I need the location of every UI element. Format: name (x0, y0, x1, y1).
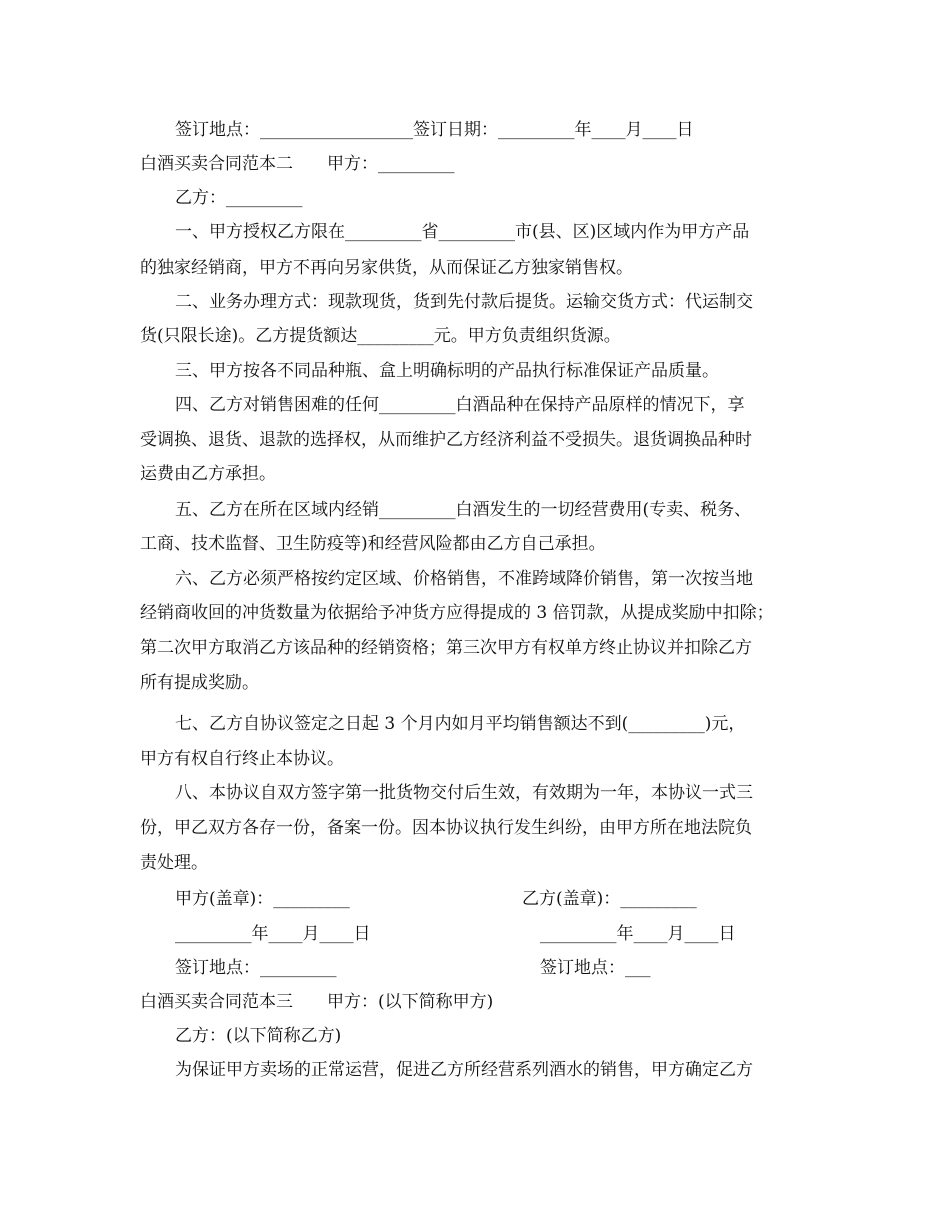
party-a-sign-place: 签订地点：_________ (175, 958, 337, 978)
clause-6-line-3: 第二次甲方取消乙方该品种的经销资格；第三次甲方有权单方终止协议并扣除乙方 (140, 638, 752, 658)
clause-2-line-2: 货(只限长途)。乙方提货额达_________元。甲方负责组织货源。 (140, 326, 621, 346)
clause-8-line-1: 八、本协议自双方签字第一批货物交付后生效，有效期为一年，本协议一式三 (175, 783, 753, 803)
clause-8-line-3: 责处理。 (140, 853, 208, 873)
preamble-line: 为保证甲方卖场的正常运营，促进乙方所经营系列酒水的销售，甲方确定乙方 (175, 1060, 753, 1080)
party-b-date: _________年____月____日 (540, 924, 736, 944)
clause-6-line-1: 六、乙方必须严格按约定区域、价格销售，不准跨域降价销售，第一次按当地 (175, 569, 753, 589)
clause-6-line-2: 经销商收回的冲货数量为依据给予冲货方应得提成的 3 倍罚款，从提成奖励中扣除； (140, 603, 774, 623)
clause-4-line-3: 运费由乙方承担。 (140, 464, 276, 484)
clause-1-line-2: 的独家经销商，甲方不再向另家供货，从而保证乙方独家销售权。 (140, 258, 633, 278)
party-b-alias-line: 乙方：(以下简称乙方) (175, 1026, 342, 1046)
clause-6-line-4: 所有提成奖励。 (140, 673, 259, 693)
section-title-sample-two: 白酒买卖合同范本二 甲方：_________ (140, 154, 455, 174)
clause-5-line-2: 工商、技术监督、卫生防疫等)和经营风险都由乙方自己承担。 (140, 534, 606, 554)
clause-2-line-1: 二、业务办理方式：现款现货，货到先付款后提货。运输交货方式：代运制交 (175, 292, 753, 312)
clause-7-line-1: 七、乙方自协议签定之日起 3 个月内如月平均销售额达不到(_________)元， (175, 714, 746, 734)
party-a-seal: 甲方(盖章)：_________ (175, 889, 350, 909)
clause-3-line: 三、甲方按各不同品种瓶、盒上明确标明的产品执行标准保证产品质量。 (175, 361, 719, 381)
clause-4-line-2: 受调换、退货、退款的选择权，从而维护乙方经济利益不受损失。退货调换品种时 (140, 430, 752, 450)
clause-7-line-2: 甲方有权自行终止本协议。 (140, 749, 344, 769)
sign-place-date-line: 签订地点：__________________签订日期：_________年____月____日 (175, 120, 694, 140)
section-title-sample-three: 白酒买卖合同范本三 甲方：(以下简称甲方) (140, 992, 494, 1012)
party-a-date: _________年____月____日 (175, 924, 371, 944)
party-b-seal: 乙方(盖章)：_________ (522, 889, 697, 909)
party-b-line: 乙方：_________ (175, 188, 303, 208)
clause-1-line-1: 一、甲方授权乙方限在_________省_________市(县、区)区域内作为甲方产品 (175, 222, 750, 242)
clause-4-line-1: 四、乙方对销售困难的任何_________白酒品种在保持产品原样的情况下，享 (175, 395, 745, 415)
party-b-sign-place: 签订地点：___ (540, 958, 651, 978)
clause-5-line-1: 五、乙方在所在区域内经销_________白酒发生的一切经营费用(专卖、税务、 (175, 500, 752, 520)
clause-8-line-2: 份，甲乙双方各存一份，备案一份。因本协议执行发生纠纷，由甲方所在地法院负 (140, 818, 752, 838)
